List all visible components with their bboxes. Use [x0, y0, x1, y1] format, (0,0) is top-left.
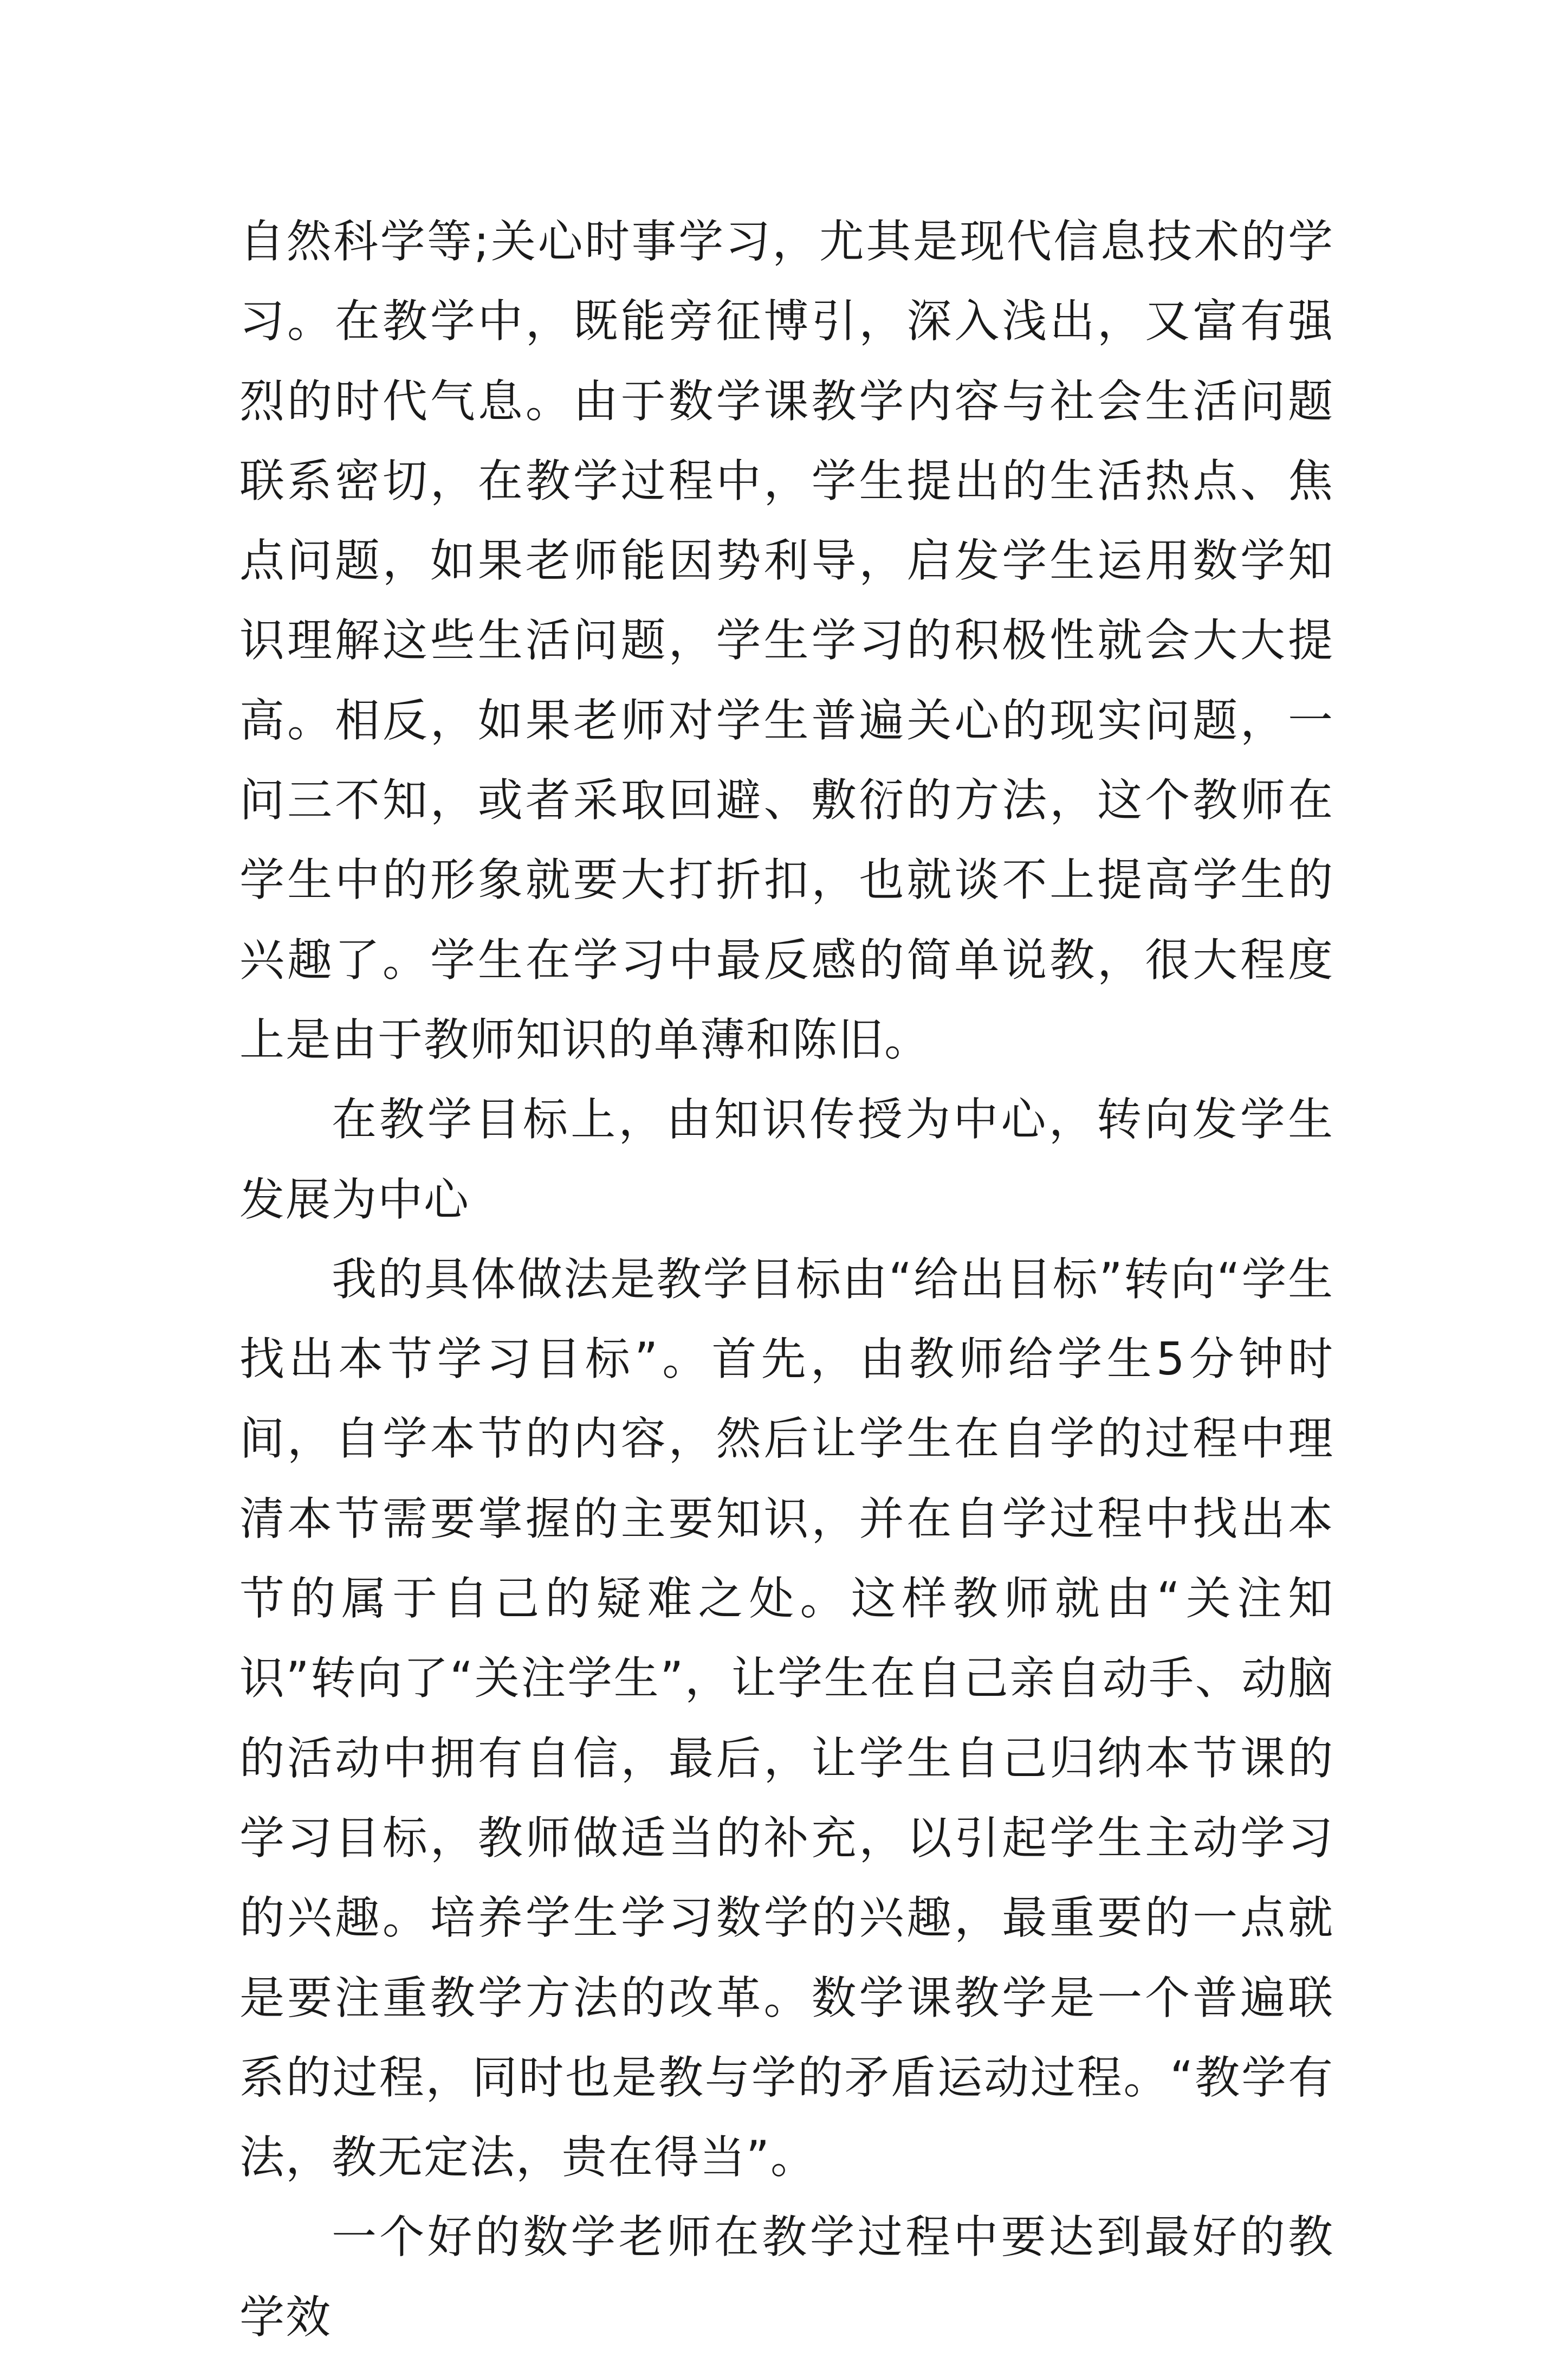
paragraph-4: 一个好的数学老师在教学过程中要达到最好的教学效	[239, 2211, 1334, 2343]
document-body	[239, 202, 1334, 2357]
paragraph-2-heading: 在教学目标上，由知识传授为中心，转向发学生发展为中心	[239, 1093, 1334, 1226]
paragraph-3: 我的具体做法是教学目标由“给出目标”转向“学生找出本节学习目标”。首先，由教师给学生5分钟时间，自学本节的内容，然后让学生在自学的过程中理清本节需要掌握的主要知识，并在自学过程中找出本节的属于自己的疑难之处。这样教师就由“关注知识”转向了“关注学生”，让学生在自己亲自动手、动脑的活动中拥有自信，最后，让学生自己归纳本节课的学习目标，教师做适当的补充，以引起学生主动学习的兴趣。培养学生学习数学的兴趣，最重要的一点就是要注重教学方法的改革。数学课教学是一个普遍联系的过程，同时也是教与学的矛盾运动过程。“教学有法，教无定法，贵在得当”。	[239, 1252, 1334, 2184]
paragraph-1: 自然科学等;关心时事学习，尤其是现代信息技术的学习。在教学中，既能旁征博引，深入浅出，又富有强烈的时代气息。由于数学课教学内容与社会生活问题联系密切，在教学过程中，学生提出的生活热点、焦点问题，如果老师能因势利导，启发学生运用数学知识理解这些生活问题，学生学习的积极性就会大大提高。相反，如果老师对学生普遍关心的现实问题，一问三不知，或者采取回避、敷衍的方法，这个教师在学生中的形象就要大打折扣，也就谈不上提高学生的兴趣了。学生在学习中最反感的简单说教，很大程度上是由于教师知识的单薄和陈旧。	[239, 215, 1334, 1066]
